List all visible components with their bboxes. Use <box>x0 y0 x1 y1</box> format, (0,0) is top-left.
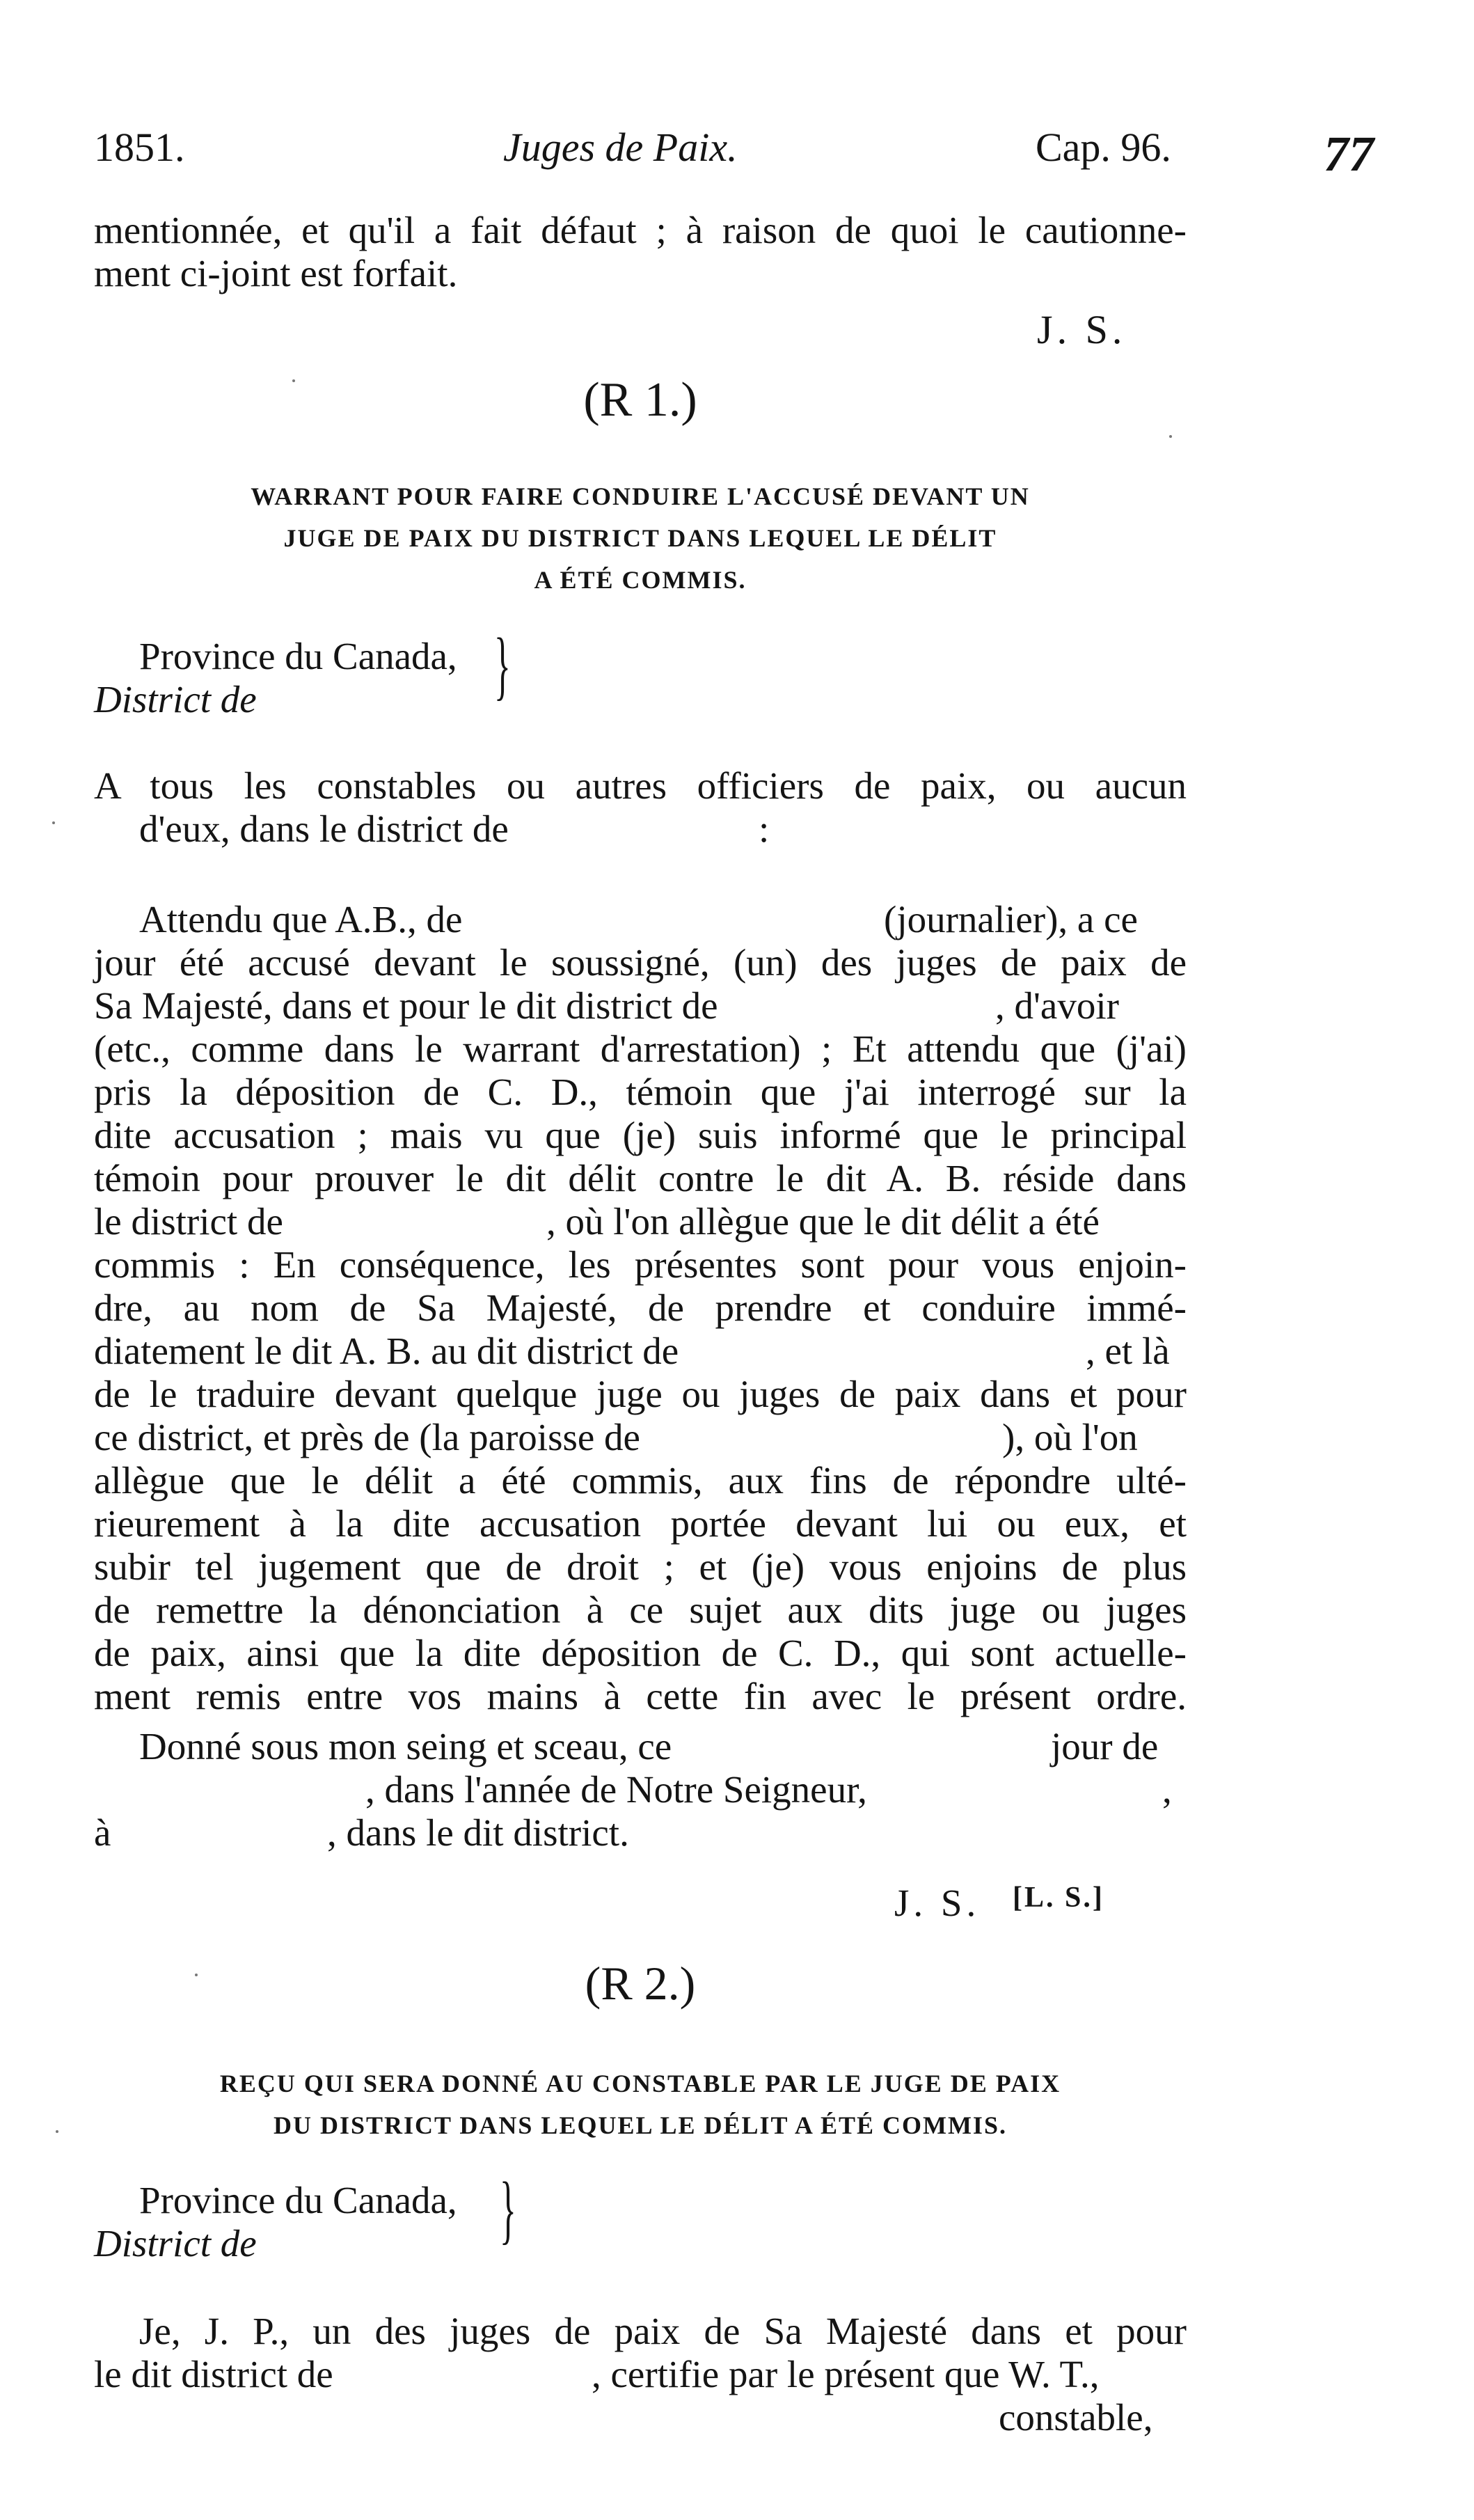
header-chapter: Cap. 96. <box>1036 125 1171 170</box>
intro-line-1: mentionnée, et qu'il a fait défaut ; à raison de quoi le cautionne- <box>94 209 1187 251</box>
form-r1-province: Province du Canada, <box>139 635 457 677</box>
form-r1-title-line-2: JUGE DE PAIX DU DISTRICT DANS LEQUEL LE DÉLIT <box>283 524 997 552</box>
form-r1-given-line-1: Donné sous mon seing et sceau, ce <box>139 1725 672 1767</box>
form-r1-seal: [L. S.] <box>1013 1882 1104 1914</box>
form-r1-body-line: dite accusation ; mais vu que (je) suis informé que le principal <box>94 1114 1187 1156</box>
scan-speck <box>195 1974 198 1976</box>
form-r1-address-line-2: d'eux, dans le district de <box>139 808 509 850</box>
form-r1-label: (R 1.) <box>583 373 697 427</box>
form-r1-body-line-left: diatement le dit A. B. au dit district de <box>94 1330 679 1372</box>
scan-speck <box>292 379 295 382</box>
form-r2-body-line-2-right: , certifie par le présent que W. T., <box>592 2353 1100 2395</box>
form-r1-address-colon: : <box>759 808 770 850</box>
form-r1-body-line-right: , où l'on allègue que le dit délit a été <box>546 1200 1100 1243</box>
form-r2-label: (R 2.) <box>585 1957 696 2010</box>
form-r1-body-line-right: , et là <box>1086 1330 1170 1372</box>
form-r2-body-line-3: constable, <box>999 2396 1153 2439</box>
header-year: 1851. <box>94 125 185 170</box>
form-r1-district: District de <box>94 678 257 720</box>
page-number: 77 <box>1324 126 1374 182</box>
form-r1-body-line-left: ce district, et près de (la paroisse de <box>94 1416 640 1458</box>
form-r2-district: District de <box>94 2222 257 2265</box>
form-r1-body-line: (etc., comme dans le warrant d'arrestation) ; Et attendu que (j'ai) <box>94 1027 1187 1070</box>
form-r1-body-line: allègue que le délit a été commis, aux fins de répondre ulté- <box>94 1459 1187 1502</box>
form-r1-body-line: de paix, ainsi que la dite déposition de C. D., qui sont actuelle- <box>94 1632 1187 1674</box>
scan-speck <box>52 821 55 824</box>
form-r1-given-line-2-comma: , <box>1162 1768 1172 1811</box>
form-r2-brace: } <box>500 2166 516 2251</box>
form-r1-body-line-left: le district de <box>94 1200 283 1243</box>
form-r1-body-line: de remettre la dénonciation à ce sujet aux dits juge ou juges <box>94 1589 1187 1631</box>
form-r1-signature: J. S. <box>894 1882 981 1924</box>
scan-speck <box>1169 435 1172 438</box>
form-r1-address-line-1: A tous les constables ou autres officiers de paix, ou aucun <box>94 764 1187 807</box>
form-r1-body-line-left: Sa Majesté, dans et pour le dit district de <box>94 984 718 1027</box>
form-r1-given-line-1-right: jour de <box>1051 1725 1159 1767</box>
intro-line-2: ment ci-joint est forfait. <box>94 252 458 294</box>
form-r1-body-line-left: Attendu que A.B., de <box>139 898 463 940</box>
form-r1-brace: } <box>494 622 511 707</box>
form-r1-body-line: pris la déposition de C. D., témoin que j'ai interrogé sur la <box>94 1071 1187 1113</box>
form-r1-body-line-right: ), où l'on <box>1002 1416 1138 1458</box>
intro-signature: J. S. <box>1037 307 1127 352</box>
form-r1-body-line: commis : En conséquence, les présentes sont pour vous enjoin- <box>94 1243 1187 1286</box>
form-r1-body-line: témoin pour prouver le dit délit contre le dit A. B. réside dans <box>94 1157 1187 1199</box>
form-r1-body-line: subir tel jugement que de droit ; et (je) vous enjoins de plus <box>94 1545 1187 1588</box>
form-r2-province: Province du Canada, <box>139 2179 457 2221</box>
form-r1-body-line: de le traduire devant quelque juge ou juges de paix dans et pour <box>94 1373 1187 1415</box>
form-r1-given-line-3-b: , dans le dit district. <box>327 1811 629 1854</box>
form-r1-body-line: jour été accusé devant le soussigné, (un) des juges de paix de <box>94 941 1187 984</box>
form-r1-body-line: rieurement à la dite accusation portée devant lui ou eux, et <box>94 1502 1187 1545</box>
form-r1-given-line-2: , dans l'année de Notre Seigneur, <box>365 1768 867 1811</box>
form-r1-given-line-3-a: à <box>94 1811 111 1854</box>
form-r2-title-line-2: DU DISTRICT DANS LEQUEL LE DÉLIT A ÉTÉ COMMIS. <box>274 2111 1007 2139</box>
form-r2-body-line-1: Je, J. P., un des juges de paix de Sa Majesté dans et pour <box>139 2310 1187 2352</box>
form-r1-body-line-right: , d'avoir <box>995 984 1119 1027</box>
form-r1-title-line-3: A ÉTÉ COMMIS. <box>534 566 747 594</box>
form-r1-body-line-right: (journalier), a ce <box>884 898 1138 940</box>
form-r1-title-line-1: WARRANT POUR FAIRE CONDUIRE L'ACCUSÉ DEVANT UN <box>251 482 1030 510</box>
form-r1-body-line: dre, au nom de Sa Majesté, de prendre et conduire immé- <box>94 1286 1187 1329</box>
form-r2-body-line-2-left: le dit district de <box>94 2353 333 2395</box>
scan-speck <box>56 2130 58 2133</box>
form-r2-title-line-1: REÇU QUI SERA DONNÉ AU CONSTABLE PAR LE JUGE DE PAIX <box>219 2070 1061 2097</box>
header-title: Juges de Paix. <box>503 125 738 170</box>
form-r1-body-line: ment remis entre vos mains à cette fin avec le présent ordre. <box>94 1675 1187 1717</box>
